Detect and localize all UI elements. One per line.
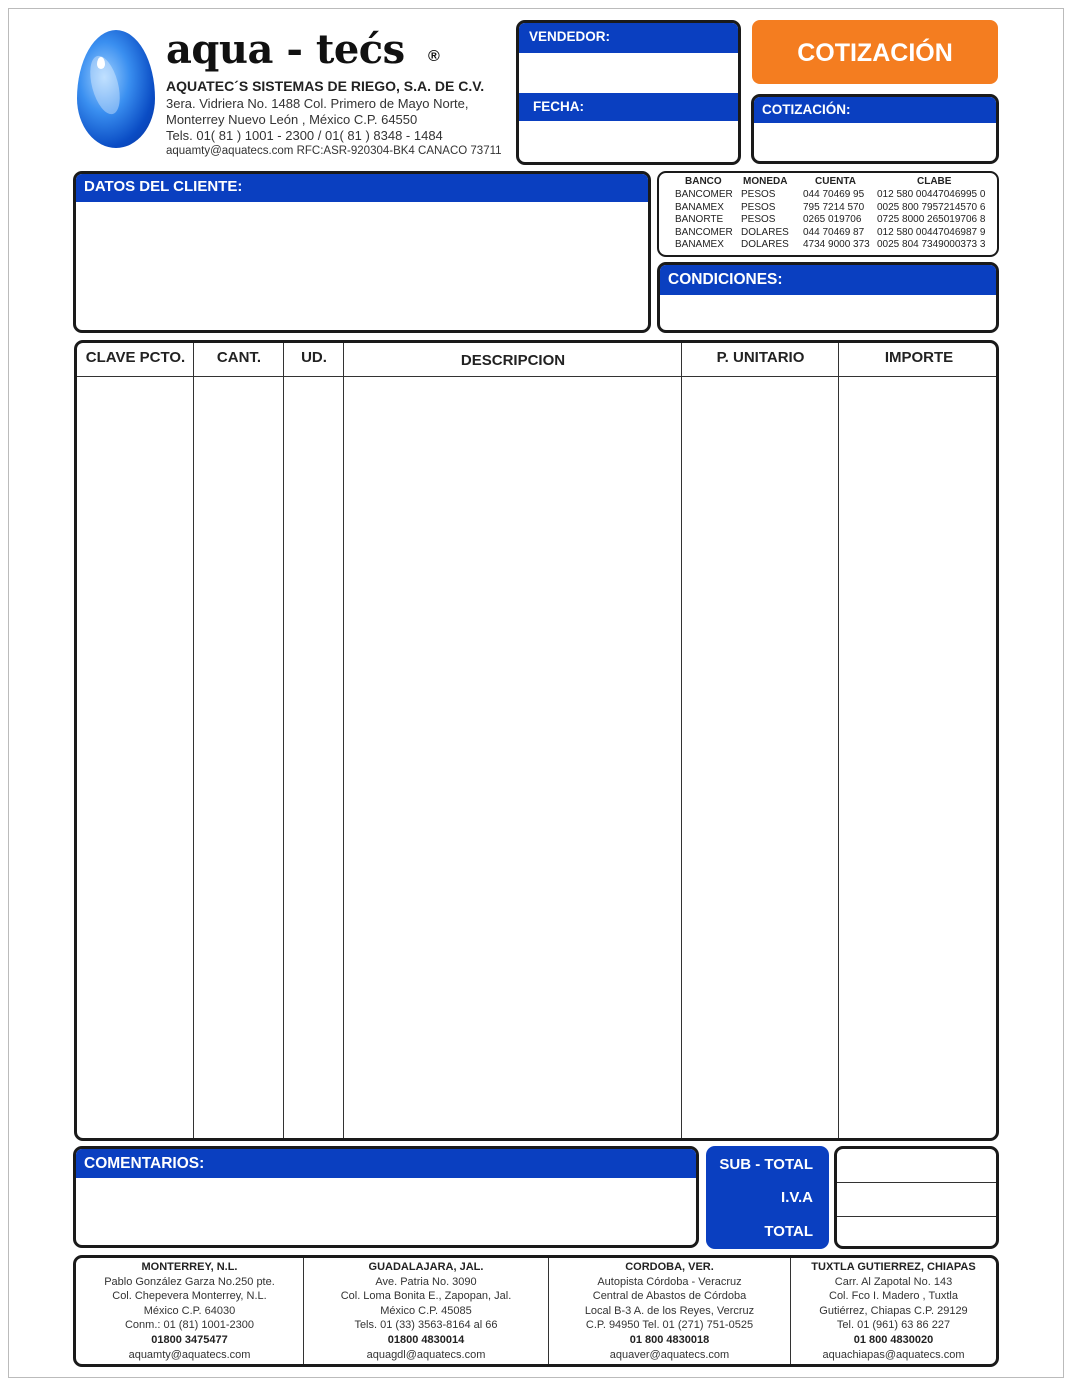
comments-label: COMENTARIOS: — [76, 1149, 696, 1178]
branch-line: Conm.: 01 (81) 1001-2300 — [124, 1319, 255, 1332]
vendedor-label: VENDEDOR: — [519, 23, 738, 53]
branch-monterrey — [76, 1258, 303, 1362]
bank-cell: 4734 9000 373 — [803, 239, 870, 251]
iva-field[interactable] — [837, 1183, 996, 1216]
client-data-field[interactable] — [76, 202, 648, 330]
bank-cell: DOLARES — [741, 239, 789, 251]
branch-cordoba — [549, 1258, 790, 1362]
branch-line: México C.P. 64030 — [143, 1304, 236, 1317]
bank-cell: PESOS — [741, 214, 776, 226]
fecha-field[interactable] — [519, 121, 738, 162]
items-table — [74, 340, 999, 1141]
totals-values-box — [834, 1146, 999, 1249]
branch-city: TUXTLA GUTIERREZ, CHIAPAS — [811, 1261, 976, 1273]
bank-cell: 795 7214 570 — [803, 201, 865, 213]
bank-cell: 012 580 00447046995 0 — [877, 189, 986, 200]
subtotal-field[interactable] — [837, 1149, 996, 1182]
bank-accounts-table — [657, 171, 999, 257]
branch-toll-free: 01 800 4830018 — [629, 1333, 710, 1346]
branch-tuxtla — [791, 1258, 996, 1362]
branch-toll-free: 01800 4830014 — [387, 1333, 465, 1346]
bank-header-banco: BANCO — [685, 176, 722, 187]
bank-cell: 012 580 00447046987 9 — [877, 226, 986, 238]
company-phones: Tels. 01( 81 ) 1001 - 2300 / 01( 81 ) 8348 - 1484 — [166, 128, 443, 143]
bank-cell: 0265 019706 — [803, 214, 862, 226]
branch-city: CORDOBA, VER. — [625, 1261, 714, 1273]
branch-line: Pablo González Garza No.250 pte. — [104, 1275, 275, 1288]
bank-cell: BANAMEX — [675, 201, 724, 213]
totals-labels-panel — [706, 1146, 829, 1249]
col-header-clave: CLAVE PCTO. — [85, 349, 186, 366]
bank-cell: 044 70469 95 — [803, 189, 865, 200]
iva-label: I.V.A — [781, 1189, 813, 1206]
branch-line: México C.P. 45085 — [380, 1304, 472, 1317]
registered-mark: ® — [428, 48, 440, 65]
bank-cell: BANCOMER — [675, 189, 733, 200]
bank-cell: 044 70469 87 — [803, 226, 865, 238]
company-email-rfc: aquamty@aquatecs.com RFC:ASR-920304-BK4 CANACO 73711 — [166, 145, 502, 157]
client-data-label: DATOS DEL CLIENTE: — [76, 174, 648, 202]
document-title: COTIZACIÓN — [752, 20, 998, 84]
branch-line: Local B-3 A. de los Reyes, Vercruz — [584, 1304, 755, 1317]
logo-small-drop — [97, 57, 105, 69]
branch-line: Central de Abastos de Córdoba — [592, 1290, 747, 1303]
bank-cell: BANCOMER — [675, 226, 733, 238]
cotizacion-number-label: COTIZACIÓN: — [754, 97, 996, 123]
fecha-label: FECHA: — [519, 93, 738, 121]
conditions-label: CONDICIONES: — [660, 265, 996, 295]
branch-line: Col. Loma Bonita E., Zapopan, Jal. — [340, 1290, 512, 1303]
branch-email: aquagdl@aquatecs.com — [366, 1348, 486, 1361]
branch-line: Tels. 01 (33) 3563-8164 al 66 — [354, 1319, 498, 1332]
conditions-field[interactable] — [660, 295, 996, 330]
branch-toll-free: 01 800 4830020 — [853, 1333, 934, 1346]
conditions-box — [657, 262, 999, 333]
bank-cell: BANORTE — [675, 214, 724, 226]
vendedor-field[interactable] — [519, 53, 738, 93]
cotizacion-number-field[interactable] — [754, 123, 996, 161]
total-label: TOTAL — [764, 1223, 813, 1240]
company-address-line1: 3era. Vidriera No. 1488 Col. Primero de Mayo Norte, — [166, 96, 469, 111]
brand-name: aqua - tećs — [166, 26, 405, 73]
col-header-cant: CANT. — [216, 349, 262, 366]
comments-box — [73, 1146, 699, 1248]
company-legal-name: AQUATEC´S SISTEMAS DE RIEGO, S.A. DE C.V. — [166, 78, 485, 94]
comments-field[interactable] — [76, 1178, 696, 1245]
branch-line: Autopista Córdoba - Veracruz — [597, 1275, 742, 1288]
bank-cell: DOLARES — [741, 226, 789, 238]
branches-footer — [73, 1255, 999, 1367]
branch-line: Ave. Patria No. 3090 — [375, 1275, 477, 1288]
company-address-line2: Monterrey Nuevo León , México C.P. 64550 — [166, 112, 418, 127]
bank-cell: PESOS — [741, 201, 776, 213]
col-header-ud: UD. — [301, 349, 327, 366]
bank-cell: 0725 8000 265019706 8 — [877, 214, 986, 226]
branch-line: C.P. 94950 Tel. 01 (271) 751-0525 — [585, 1319, 754, 1332]
branch-toll-free: 01800 3475477 — [151, 1333, 228, 1346]
col-header-importe: IMPORTE — [884, 349, 954, 366]
bank-header-clabe: CLABE — [917, 176, 952, 187]
col-header-p-unitario: P. UNITARIO — [716, 349, 805, 366]
branch-email: aquachiapas@aquatecs.com — [822, 1348, 965, 1361]
col-header-descripcion: DESCRIPCION — [460, 352, 566, 369]
total-field[interactable] — [837, 1217, 996, 1246]
branch-city: GUADALAJARA, JAL. — [368, 1261, 484, 1273]
subtotal-label: SUB - TOTAL — [719, 1156, 813, 1173]
branch-line: Col. Fco I. Madero , Tuxtla — [829, 1290, 958, 1303]
vendedor-fecha-box — [516, 20, 741, 165]
branch-line: Tel. 01 (961) 63 86 227 — [836, 1319, 951, 1332]
branch-city: MONTERREY, N.L. — [141, 1261, 238, 1273]
bank-cell: BANAMEX — [675, 239, 724, 251]
branch-email: aquamty@aquatecs.com — [128, 1348, 251, 1361]
client-data-box — [73, 171, 651, 333]
bank-header-moneda: MONEDA — [743, 176, 788, 187]
items-body[interactable] — [77, 377, 996, 1138]
bank-cell: 0025 800 7957214570 6 — [877, 201, 986, 213]
bank-header-cuenta: CUENTA — [815, 176, 856, 187]
cotizacion-number-box — [751, 94, 999, 164]
bank-cell: 0025 804 7349000373 3 — [877, 239, 986, 251]
branch-line: Carr. Al Zapotal No. 143 — [834, 1275, 953, 1288]
branch-email: aquaver@aquatecs.com — [609, 1348, 730, 1361]
bank-cell: PESOS — [741, 189, 776, 200]
branch-line: Col. Chepevera Monterrey, N.L. — [112, 1290, 267, 1303]
branch-guadalajara — [304, 1258, 548, 1362]
branch-line: Gutiérrez, Chiapas C.P. 29129 — [819, 1304, 968, 1317]
